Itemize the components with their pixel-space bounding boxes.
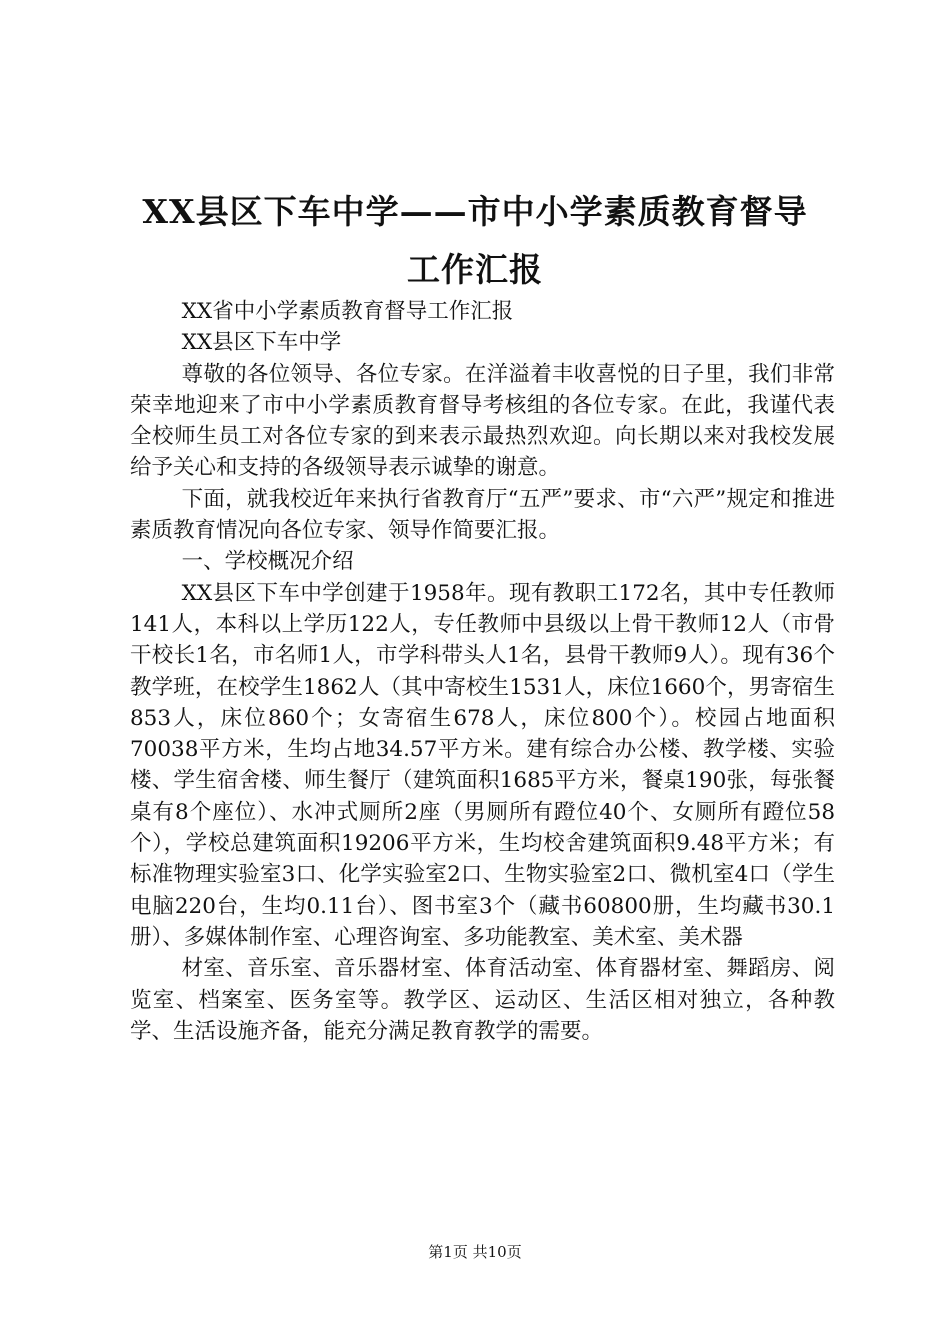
document-body — [130, 296, 835, 1047]
paragraph-greeting: 尊敬的各位领导、各位专家。在洋溢着丰收喜悦的日子里，我们非常荣幸地迎来了市中小学素质教育督导考核组的各位专家。在此，我谨代表全校师生员工对各位专家的到来表示最热烈欢迎。向长期以来对我校发展给予关心和支持的各级领导表示诚挚的谢意。 — [130, 361, 835, 481]
page-footer: 第1页 共10页 — [428, 1243, 522, 1261]
subtitle-school-name: XX县区下车中学 — [181, 330, 342, 356]
document-title-line2: 工作汇报 — [407, 250, 543, 289]
section-heading-school-overview: 一、学校概况介绍 — [181, 549, 354, 575]
subtitle-report-name: XX省中小学素质教育督导工作汇报 — [181, 299, 514, 324]
paragraph-intro: 下面，就我校近年来执行省教育厅“五严”要求、市“六严”规定和推进素质教育情况向各位专家、领导作简要汇报。 — [130, 486, 835, 544]
document-title-line1: XX县区下车中学——市中小学素质教育督导 — [142, 192, 808, 231]
paragraph-school-overview: XX县区下车中学创建于1958年。现有教职工172名，其中专任教师141人，本科以上学历122人，专任教师中县级以上骨干教师12人（市骨干校长1名，市名师1人，市学科带头人1名，县骨干教师9人）。现有36个教学班，在校学生1862人（其中寄校生1531人，床位1660个，男寄宿生853人，床位860个；女寄宿生678人，床位800个）。校园占地面积70038平方米，生均占地34.57平方米。建有综合办公楼、教学楼、实验楼、学生宿舍楼、师生餐厅（建筑面积1685平方米，餐桌190张，每张餐桌有8个座位）、水冲式厕所2座（男厕所有蹬位40个、女厕所有蹬位58个），学校总建筑面积19206平方米，生均校舍建筑面积9.48平方米；有标准物理实验室3口、化学实验室2口、生物实验室2口、微机室4口（学生电脑220台，生均0.11台）、图书室3个（藏书60800册，生均藏书30.1册）、多媒体制作室、心理咨询室、多功能教室、美术室、美术器 — [130, 580, 835, 950]
paragraph-facilities: 材室、音乐室、音乐器材室、体育活动室、体育器材室、舞蹈房、阅览室、档案室、医务室等。教学区、运动区、生活区相对独立，各种教学、生活设施齐备，能充分满足教育教学的需要。 — [130, 956, 835, 1044]
